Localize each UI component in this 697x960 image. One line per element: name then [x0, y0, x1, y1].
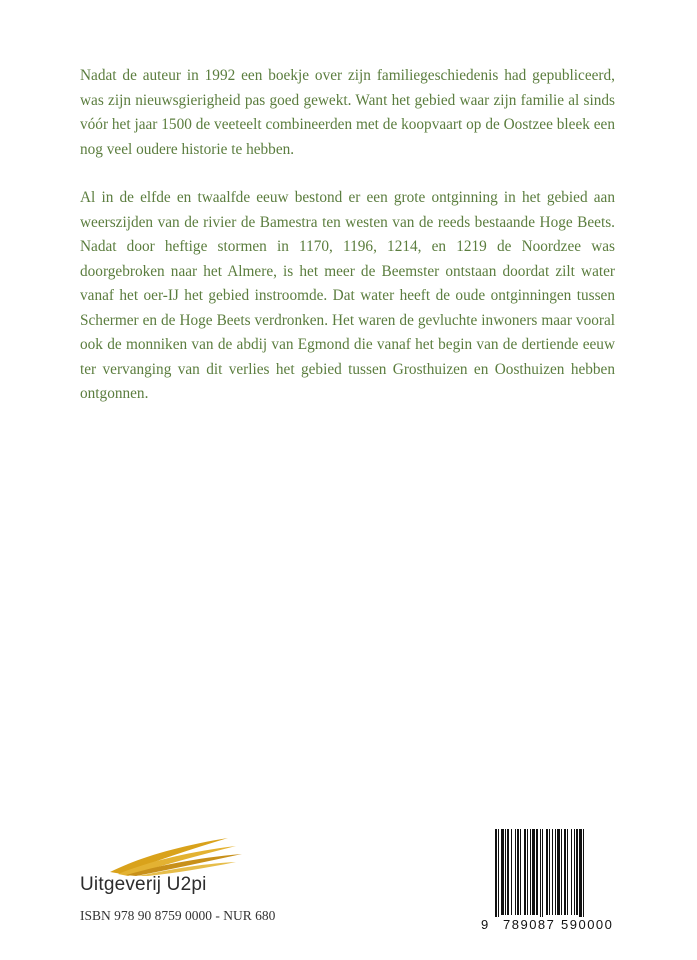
barcode-bar — [527, 829, 528, 915]
publisher-name: Uitgeverij U2pi — [80, 874, 207, 895]
barcode-bar — [517, 829, 519, 915]
barcode-bars — [481, 829, 621, 917]
barcode-digit-lead: 9 — [481, 917, 489, 932]
barcode-bar — [495, 829, 497, 917]
barcode-digits-left: 789087 — [503, 917, 556, 932]
barcode-bar — [561, 829, 562, 915]
barcode-bar — [498, 829, 499, 917]
barcode-bar — [511, 829, 512, 915]
barcode-bar — [515, 829, 516, 915]
barcode-bar — [546, 829, 548, 915]
barcode-bar — [564, 829, 566, 915]
barcode-bar — [583, 829, 584, 917]
barcode-bar — [505, 829, 506, 915]
barcode-bar — [579, 829, 582, 917]
barcode-bar — [571, 829, 572, 915]
golden-wings-logo-icon — [108, 836, 258, 876]
barcode-bar — [530, 829, 531, 915]
barcode-bar — [567, 829, 568, 915]
barcode-bar — [574, 829, 575, 915]
barcode-bar — [507, 829, 509, 915]
barcode-bar — [549, 829, 550, 915]
barcode-bar — [576, 829, 578, 915]
barcode-bar — [555, 829, 556, 915]
barcode-bar — [501, 829, 504, 915]
back-cover-text — [80, 64, 615, 431]
barcode-digits-right: 590000 — [561, 917, 614, 932]
barcode-bar — [540, 829, 541, 917]
paragraph-2: Al in de elfde en twaalfde eeuw bestond er een grote ontginning in het gebied aan weerszijden van de rivier de Bamestra ten westen van de reeds bestaande Hoge Beets. Nadat door heftige stormen in 1170, 1196, 1214, en 1219 de Noordzee was doorgebroken naar het Almere, is het meer de Beemster ontstaan doordat zilt water vanaf het oer-IJ het gebied instroomde. Dat water heeft de oude ontginningen tussen Schermer en de Hoge Beets verdronken. Het waren de gevluchte inwoners maar vooral ook de monniken van de abdij van Egmond die vanaf het begin van de dertiende eeuw ter vervanging van dit verlies het gebied tussen Grosthuizen en Oosthuizen hebben ontgonnen. — [80, 189, 615, 402]
barcode-bar — [524, 829, 526, 915]
barcode-bar — [536, 829, 538, 915]
barcode-bar — [552, 829, 553, 915]
isbn-barcode — [481, 829, 621, 933]
barcode-bar — [520, 829, 521, 915]
isbn-nur-line: ISBN 978 90 8759 0000 - NUR 680 — [80, 908, 276, 923]
barcode-bar — [557, 829, 560, 915]
barcode-bar — [542, 829, 543, 917]
publisher-block — [80, 836, 280, 906]
barcode-bar — [532, 829, 535, 915]
paragraph-1: Nadat de auteur in 1992 een boekje over zijn familiegeschiedenis had gepubliceerd, was zijn nieuwsgierigheid pas goed gewekt. Want het gebied waar zijn familie al sinds vóór het jaar 1500 de veeteelt combineerden met de koopvaart op de Oostzee bleek een nog veel oudere historie te hebben. — [80, 67, 615, 158]
